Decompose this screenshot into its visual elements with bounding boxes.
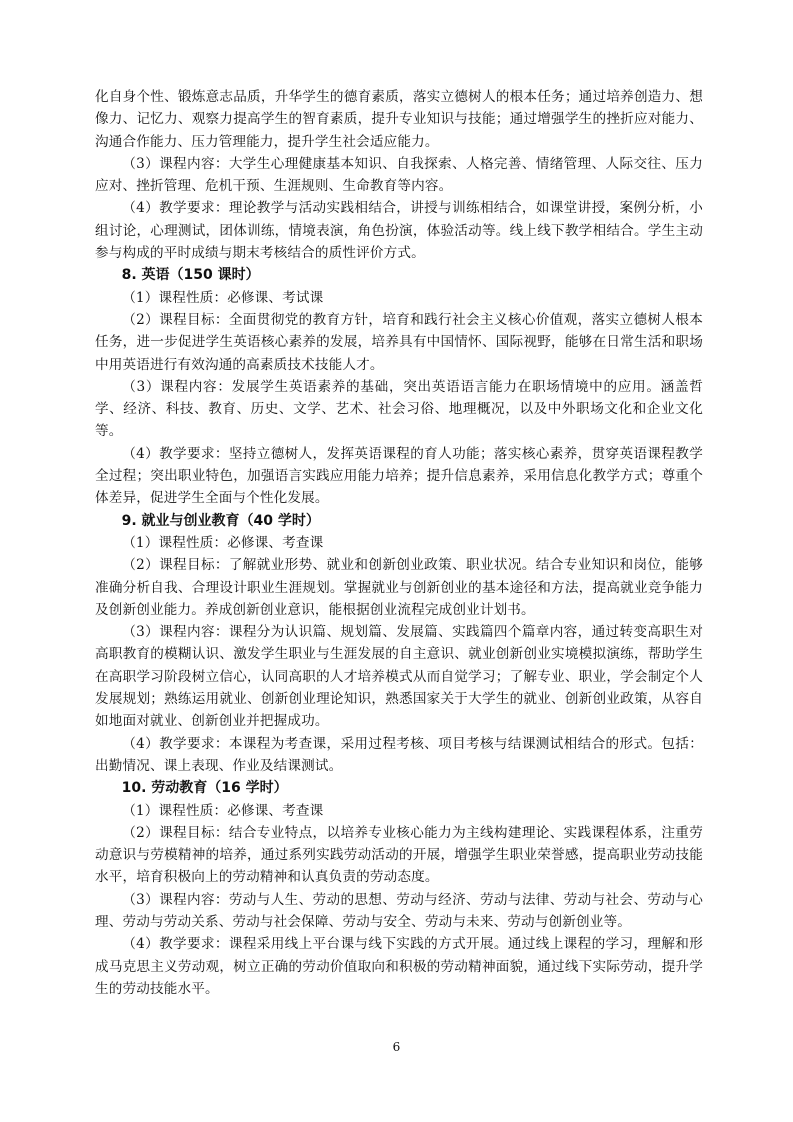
section-heading: 8. 英语（150 课时） <box>121 267 260 284</box>
paragraph: （2）课程目标：全面贯彻党的教育方针，培育和践行社会主义核心价值观，落实立德树人根本任务，进一步促进学生英语核心素养的发展，培养具有中国情怀、国际视野，能够在日常生活和职场中用英语进行有效沟通的高素质技术技能人才。 <box>95 311 703 373</box>
paragraph: （1）课程性质：必修课、考查课 <box>122 802 324 819</box>
paragraph: （3）课程内容：劳动与人生、劳动的思想、劳动与经济、劳动与法律、劳动与社会、劳动与心理、劳动与劳动关系、劳动与社会保障、劳动与安全、劳动与未来、劳动与创新创业等。 <box>95 891 703 930</box>
paragraph: （3）课程内容：课程分为认识篇、规划篇、发展篇、实践篇四个篇章内容，通过转变高职生对高职教育的模糊认识、激发学生职业与生涯发展的自主意识、就业创新创业实境模拟演练，帮助学生在高职学习阶段树立信心，认同高职的人才培养模式从而自觉学习；了解专业、职业，学会制定个人发展规划；熟练运用就业、创新创业理论知识，熟悉国家关于大学生的就业、创新创业政策，从容自如地面对就业、创新创业并把握成功。 <box>95 624 703 730</box>
page-number: 6 <box>392 1040 401 1054</box>
paragraph: （2）课程目标：结合专业特点，以培养专业核心能力为主线构建理论、实践课程体系，注重劳动意识与劳模精神的培养，通过系列实践劳动活动的开展，增强学生职业荣誉感，提高职业劳动技能水平，培育积极向上的劳动精神和认真负责的劳动态度。 <box>95 824 703 886</box>
section-heading: 10. 劳动教育（16 学时） <box>121 780 288 797</box>
paragraph: （1）课程性质：必修课、考试课 <box>122 289 324 306</box>
section-heading: 9. 就业与创业教育（40 学时） <box>121 512 320 529</box>
paragraph: （3）课程内容：发展学生英语素养的基础，突出英语语言能力在职场情境中的应用。涵盖哲学、经济、科技、教育、历史、文学、艺术、社会习俗、地理概况，以及中外职场文化和企业文化等。 <box>95 378 703 440</box>
paragraph: （4）教学要求：理论教学与活动实践相结合，讲授与训练相结合，如课堂讲授，案例分析，小组讨论，心理测试，团体训练，情境表演，角色扮演，体验活动等。线上线下教学相结合。学生主动参与构成的平时成绩与期末考核结合的质性评价方式。 <box>95 200 703 262</box>
paragraph: （2）课程目标：了解就业形势、就业和创新创业政策、职业状况。结合专业知识和岗位，能够准确分析自我、合理设计职业生涯规划。掌握就业与创新创业的基本途径和方法，提高就业竞争能力及创新创业能力。养成创新创业意识，能根据创业流程完成创业计划书。 <box>95 557 703 618</box>
paragraph: （4）教学要求：课程采用线上平台课与线下实践的方式开展。通过线上课程的学习，理解和形成马克思主义劳动观，树立正确的劳动价值取向和积极的劳动精神面貌，通过线下实际劳动，提升学生的劳动技能水平。 <box>95 936 703 997</box>
paragraph: 化自身个性、锻炼意志品质，升华学生的德育素质，落实立德树人的根本任务；通过培养创造力、想像力、记忆力、观察力提高学生的智育素质，提升专业知识与技能；通过增强学生的挫折应对能力、沟通合作能力、压力管理能力，提升学生社会适应能力。 <box>95 89 703 150</box>
paragraph: （4）教学要求：坚持立德树人，发挥英语课程的育人功能；落实核心素养，贯穿英语课程教学全过程；突出职业特色，加强语言实践应用能力培养；提升信息素养，采用信息化教学方式；尊重个体差异，促进学生全面与个性化发展。 <box>95 445 703 507</box>
document-body <box>95 86 703 1000</box>
paragraph: （4）教学要求：本课程为考查课，采用过程考核、项目考核与结课测试相结合的形式。包括：出勤情况、课上表现、作业及结课测试。 <box>95 735 703 774</box>
paragraph: （1）课程性质：必修课、考查课 <box>122 534 324 551</box>
paragraph: （3）课程内容：大学生心理健康基本知识、自我探索、人格完善、情绪管理、人际交往、压力应对、挫折管理、危机干预、生涯规则、生命教育等内容。 <box>95 155 703 195</box>
